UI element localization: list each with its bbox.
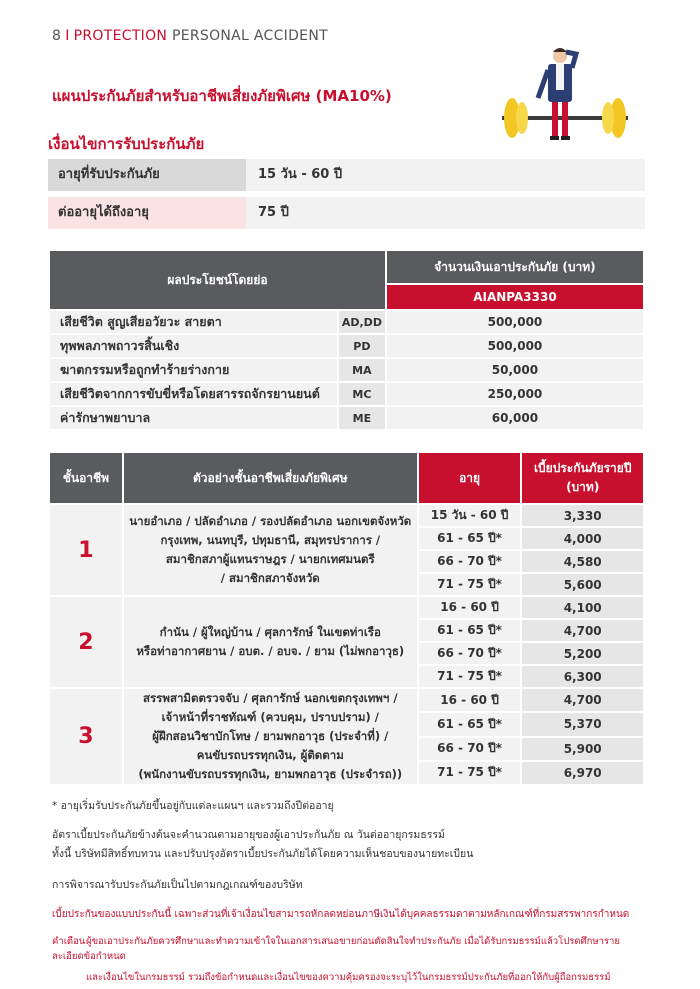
- header-subsection: PERSONAL ACCIDENT: [171, 28, 328, 44]
- condition-value: 75 ปี: [258, 205, 289, 220]
- condition-label: ต่ออายุได้ถึงอายุ: [48, 197, 246, 229]
- benefit-amount: 500,000: [386, 334, 644, 358]
- warning-line: และเงื่อนไขในกรมธรรม์ รวมถึงข้อกำหนดและเงื่อนไขของความคุ้มครองจะระบุไว้ในกรมธรรม์ประกันภัยที่ออกให้กับผู้ถือกรมธรรม์: [86, 972, 611, 983]
- table-row: [49, 688, 644, 712]
- sum-column-header: จำนวนเงินเอาประกันภัย (บาท): [386, 250, 644, 284]
- class-column-header: ชั้นอาชีพ: [49, 452, 123, 504]
- benefit-name: ค่ารักษาพยาบาล: [49, 406, 338, 430]
- warning-block: [52, 934, 642, 985]
- example-line: หรือท่าอากาศยาน / อบต. / อบจ. / ยาม (ไม่พกอาวุธ): [136, 644, 405, 658]
- premium-value: 6,300: [521, 665, 644, 688]
- example-line: เจ้าหน้าที่ราชทัณฑ์ (ควบคุม, ปราบปราม) /: [161, 710, 379, 724]
- warning-label: คำเตือน: [52, 936, 86, 947]
- premium-value: 5,600: [521, 573, 644, 596]
- premium-value: 6,970: [521, 761, 644, 785]
- benefit-code: PD: [338, 334, 386, 358]
- example-line: (พนักงานขับรถบรรทุกเงิน, ยามพกอาวุธ (ประจำรถ)): [138, 767, 403, 781]
- age-column-header: อายุ: [418, 452, 522, 504]
- occupation-class-table: [48, 451, 645, 786]
- benefit-column-header: ผลประโยชน์โดยย่อ: [49, 250, 386, 310]
- age-range: 66 - 70 ปี*: [418, 550, 522, 573]
- benefits-table: [48, 249, 645, 431]
- table-row: [49, 406, 644, 430]
- premium-note: อัตราเบี้ยประกันภัยข้างต้นจะคำนวณตามอายุของผู้เอาประกันภัย ณ วันต่ออายุกรมธรรม์: [52, 829, 445, 841]
- table-row: [49, 596, 644, 619]
- age-footnote: * อายุเริ่มรับประกันภัยขึ้นอยู่กับแต่ละแผนฯ และรวมถึงปีต่ออายุ: [52, 800, 334, 812]
- premium-header-line: เบี้ยประกันภัยรายปี: [533, 461, 632, 475]
- condition-row: [48, 159, 645, 191]
- age-range: 71 - 75 ปี*: [418, 573, 522, 596]
- benefit-amount: 50,000: [386, 358, 644, 382]
- example-line: คนขับรถบรรทุกเงิน, ผู้ติดตาม: [196, 748, 344, 762]
- table-row: [49, 334, 644, 358]
- example-line: สมาชิกสภาผู้แทนราษฎร / นายกเทศมนตรี: [165, 552, 375, 566]
- premium-column-header: [521, 452, 644, 504]
- conditions-heading: เงื่อนไขการรับประกันภัย: [48, 135, 205, 153]
- class-number: 1: [49, 504, 123, 596]
- weightlifter-illustration: [500, 42, 630, 142]
- page-number: 8: [52, 28, 62, 44]
- benefit-name: เสียชีวิต สูญเสียอวัยวะ สายตา: [49, 310, 338, 334]
- premium-value: 5,200: [521, 642, 644, 665]
- header-section: PROTECTION: [73, 28, 168, 44]
- header-separator: I: [65, 28, 70, 44]
- class-number: 2: [49, 596, 123, 688]
- age-range: 61 - 65 ปี*: [418, 619, 522, 642]
- premium-header-unit: (บาท): [566, 480, 600, 494]
- premium-value: 4,100: [521, 596, 644, 619]
- example-line: สรรพสามิตตรวจจับ / ศุลการักษ์ นอกเขตกรุงเทพฯ /: [142, 691, 398, 705]
- benefit-code: MC: [338, 382, 386, 406]
- condition-label: อายุที่รับประกันภัย: [48, 159, 246, 191]
- age-range: 66 - 70 ปี*: [418, 737, 522, 761]
- premium-value: 4,000: [521, 527, 644, 550]
- age-range: 71 - 75 ปี*: [418, 761, 522, 785]
- premium-value: 4,580: [521, 550, 644, 573]
- benefit-name: ฆาตกรรมหรือถูกทำร้ายร่างกาย: [49, 358, 338, 382]
- class-number: 3: [49, 688, 123, 785]
- age-range: 61 - 65 ปี*: [418, 527, 522, 550]
- benefit-amount: 500,000: [386, 310, 644, 334]
- age-range: 61 - 65 ปี*: [418, 712, 522, 736]
- example-line: กรุงเทพ, นนทบุรี, ปทุมธานี, สมุทรปราการ /: [160, 533, 381, 547]
- benefit-code: MA: [338, 358, 386, 382]
- age-range: 16 - 60 ปี: [418, 688, 522, 712]
- age-range: 15 วัน - 60 ปี: [418, 504, 522, 527]
- age-range: 71 - 75 ปี*: [418, 665, 522, 688]
- example-line: ผู้ฝึกสอนวิชาบักโทษ / ยามพกอาวุธ (ประจำที่) /: [152, 729, 389, 743]
- premium-value: 5,900: [521, 737, 644, 761]
- age-range: 16 - 60 ปี: [418, 596, 522, 619]
- tax-note: เบี้ยประกันของแบบประกันนี้ เฉพาะส่วนที่เจ้าเงื่อนไขสามารถหักลดหย่อนภาษีเงินได้บุคคลธรรมดาตามหลักเกณฑ์ที่กรมสรรพากรกำหนด: [52, 909, 630, 920]
- class-examples: [123, 504, 418, 596]
- class-examples: [123, 688, 418, 785]
- premium-value: 5,370: [521, 712, 644, 736]
- table-row: [49, 358, 644, 382]
- example-line: กำนัน / ผู้ใหญ่บ้าน / ศุลการักษ์ ในเขตท่าเรือ: [159, 625, 381, 639]
- premium-value: 3,330: [521, 504, 644, 527]
- benefit-code: ME: [338, 406, 386, 430]
- age-range: 66 - 70 ปี*: [418, 642, 522, 665]
- benefit-name: ทุพพลภาพถาวรสิ้นเชิง: [49, 334, 338, 358]
- underwriting-note: การพิจารณารับประกันภัยเป็นไปตามกฎเกณฑ์ของบริษัท: [52, 879, 303, 891]
- example-line: นายอำเภอ / ปลัดอำเภอ / รองปลัดอำเภอ นอกเขตจังหวัด: [129, 514, 412, 528]
- page-title: แผนประกันภัยสำหรับอาชีพเสี่ยงภัยพิเศษ (MA10%): [52, 87, 392, 105]
- warning-line: ผู้ขอเอาประกันภัยควรศึกษาและทำความเข้าใจในเอกสารเสนอขายก่อนตัดสินใจทำประกันภัย เมื่อได้รับกรมธรรม์แล้วโปรดศึกษารายละเอียดข้อกำหนด: [52, 936, 620, 962]
- benefit-amount: 60,000: [386, 406, 644, 430]
- class-examples: [123, 596, 418, 688]
- benefit-name: เสียชีวิตจากการขับขี่หรือโดยสารรถจักรยานยนต์: [49, 382, 338, 406]
- table-row: [49, 382, 644, 406]
- plan-code: AIANPA3330: [386, 284, 644, 310]
- example-column-header: ตัวอย่างชั้นอาชีพเสี่ยงภัยพิเศษ: [123, 452, 418, 504]
- example-line: / สมาชิกสภาจังหวัด: [220, 571, 320, 585]
- rights-note: ทั้งนี้ บริษัทมีสิทธิ์ทบทวน และปรับปรุงอัตราเบี้ยประกันภัยได้โดยความเห็นชอบของนายทะเบียน: [52, 848, 474, 860]
- condition-row: [48, 197, 645, 229]
- condition-value: 15 วัน - 60 ปี: [258, 167, 343, 182]
- premium-value: 4,700: [521, 619, 644, 642]
- page-header: [52, 28, 328, 44]
- benefit-amount: 250,000: [386, 382, 644, 406]
- benefit-code: AD,DD: [338, 310, 386, 334]
- table-row: [49, 310, 644, 334]
- table-row: [49, 504, 644, 527]
- premium-value: 4,700: [521, 688, 644, 712]
